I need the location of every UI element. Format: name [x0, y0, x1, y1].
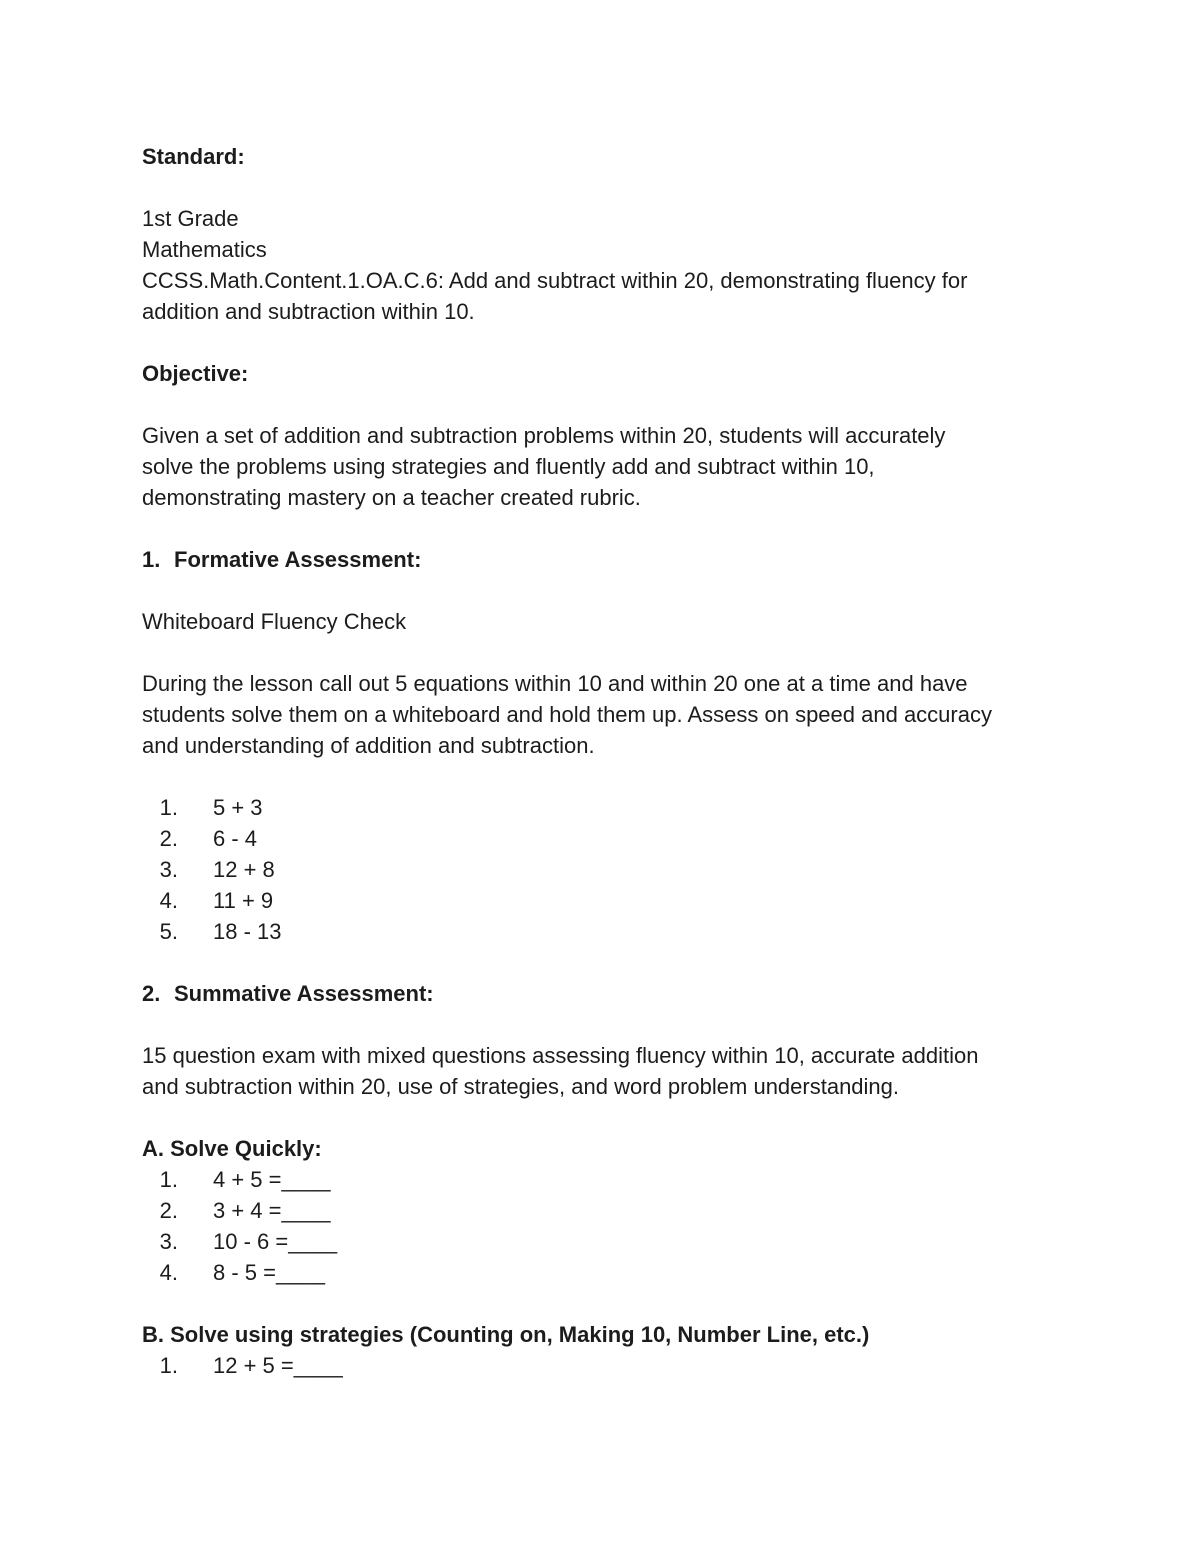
- standard-line: CCSS.Math.Content.1.OA.C.6: Add and subtract within 20, demonstrating fluency for: [142, 268, 968, 293]
- list-item-text: 4 + 5 =____: [213, 1167, 331, 1192]
- list-item-number: 2.: [159, 1198, 178, 1223]
- list-item-text: 18 - 13: [213, 919, 282, 944]
- list-item: [142, 916, 1072, 947]
- formative-heading: [142, 544, 1072, 575]
- formative-equation-list: [142, 792, 1072, 947]
- formative-line: students solve them on a whiteboard and hold them up. Assess on speed and accuracy: [142, 702, 992, 727]
- list-item-text: 8 - 5 =____: [213, 1260, 325, 1285]
- section-a-question-list: [142, 1164, 1072, 1288]
- list-item: [142, 885, 1072, 916]
- objective-line: solve the problems using strategies and fluently add and subtract within 10,: [142, 454, 875, 479]
- list-item-number: 1.: [159, 1167, 178, 1192]
- standard-line: Mathematics: [142, 237, 267, 262]
- list-item-number: 4.: [159, 1260, 178, 1285]
- formative-title: Whiteboard Fluency Check: [142, 609, 407, 634]
- list-item: [142, 1164, 1072, 1195]
- list-item-number: 1.: [159, 1353, 178, 1378]
- list-item-text: 12 + 8: [213, 857, 275, 882]
- summative-heading: [142, 978, 1072, 1009]
- list-item-text: 11 + 9: [213, 888, 274, 913]
- list-item: [142, 1257, 1072, 1288]
- standard-line: addition and subtraction within 10.: [142, 299, 475, 324]
- list-item: [142, 1226, 1072, 1257]
- list-item-text: 3 + 4 =____: [213, 1198, 331, 1223]
- list-item: [142, 792, 1072, 823]
- summative-heading-text: Summative Assessment:: [174, 981, 434, 1006]
- list-item-number: 3.: [159, 857, 178, 882]
- list-item-text: 12 + 5 =____: [213, 1353, 343, 1378]
- objective-line: demonstrating mastery on a teacher created rubric.: [142, 485, 641, 510]
- standard-line: 1st Grade: [142, 206, 239, 231]
- section-b-question-list: [142, 1350, 1072, 1381]
- formative-line: and understanding of addition and subtraction.: [142, 733, 595, 758]
- summative-line: and subtraction within 20, use of strategies, and word problem understanding.: [142, 1074, 900, 1099]
- objective-line: Given a set of addition and subtraction problems within 20, students will accurately: [142, 423, 946, 448]
- list-item: [142, 854, 1072, 885]
- section-a-heading: A. Solve Quickly:: [142, 1136, 322, 1161]
- summative-line: 15 question exam with mixed questions assessing fluency within 10, accurate addition: [142, 1043, 979, 1068]
- document-body: [142, 141, 1072, 1381]
- list-item-number: 3.: [159, 1229, 178, 1254]
- list-item: [142, 1195, 1072, 1226]
- section-b-heading: B. Solve using strategies (Counting on, Making 10, Number Line, etc.): [142, 1322, 870, 1347]
- formative-heading-text: Formative Assessment:: [174, 547, 422, 572]
- formative-line: During the lesson call out 5 equations within 10 and within 20 one at a time and have: [142, 671, 968, 696]
- list-item: [142, 1350, 1072, 1381]
- summative-number: 2.: [142, 981, 161, 1006]
- list-item-number: 2.: [159, 826, 178, 851]
- objective-heading: Objective:: [142, 361, 249, 386]
- standard-heading: Standard:: [142, 144, 245, 169]
- list-item: [142, 823, 1072, 854]
- list-item-text: 5 + 3: [213, 795, 263, 820]
- formative-number: 1.: [142, 547, 161, 572]
- list-item-number: 4.: [159, 888, 178, 913]
- list-item-number: 5.: [159, 919, 178, 944]
- list-item-text: 10 - 6 =____: [213, 1229, 338, 1254]
- list-item-number: 1.: [159, 795, 178, 820]
- list-item-text: 6 - 4: [213, 826, 258, 851]
